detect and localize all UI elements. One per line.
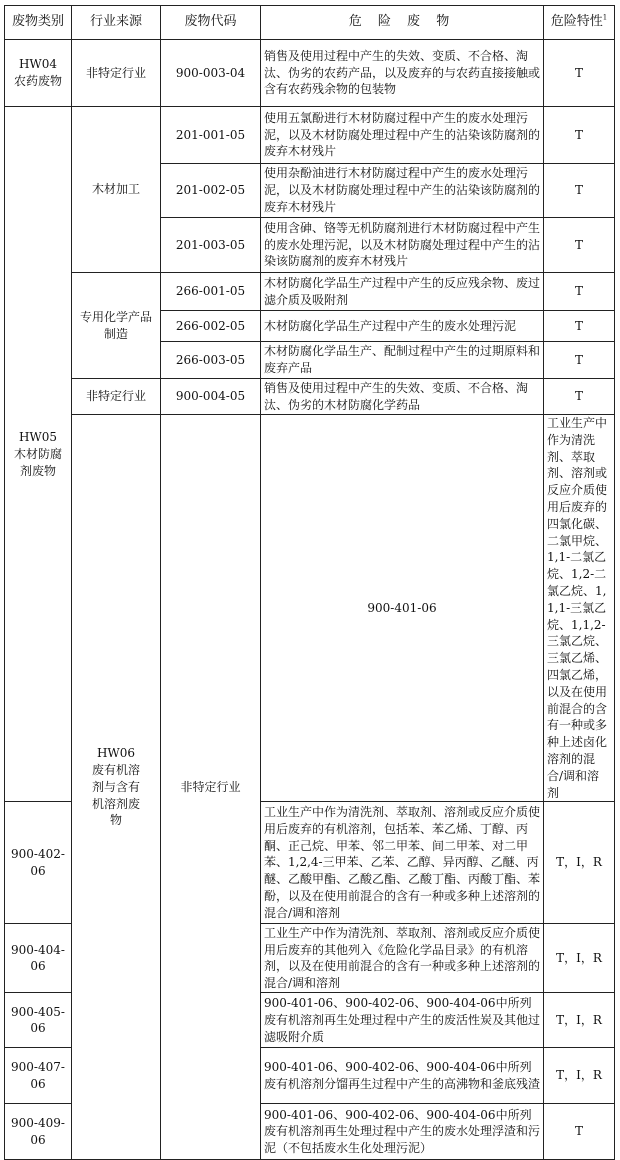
hazard-property: T (544, 218, 615, 273)
waste-description: 900-401-06、900-402-06、900-404-06中所列废有机溶剂再生处理过程中产生的废水处理浮渣和污泥（不包括废水生化处理污泥） (261, 1104, 544, 1160)
waste-code: 900-409-06 (5, 1104, 72, 1160)
source-hw06: 非特定行业 (161, 415, 261, 1160)
table-row (5, 379, 615, 415)
header-source: 行业来源 (72, 6, 161, 40)
category-hw05-label: HW05 木材防腐 剂废物 (13, 429, 62, 478)
waste-description: 木材防腐化学品生产过程中产生的反应残余物、废过滤介质及吸附剂 (261, 273, 544, 311)
source-hw04: 非特定行业 (72, 40, 161, 107)
source-wood-processing: 木材加工 (72, 107, 161, 273)
hazardous-waste-page (4, 5, 614, 1156)
hazard-property: T (544, 107, 615, 164)
header-property (544, 6, 615, 40)
category-hw05 (5, 107, 72, 802)
hazard-property: T (544, 164, 615, 218)
waste-code: 900-004-05 (161, 379, 261, 415)
header-code: 废物代码 (161, 6, 261, 40)
waste-description: 工业生产中作为清洗剂、萃取剂、溶剂或反应介质使用后废弃的四氯化碳、二氯甲烷、1,1-二氯乙烷、1,2-二氯乙烷、1,1,1-三氯乙烷、1,1,2-三氯乙烷、三氯乙烯、四氯乙烯，以及在使用前混合的含有一种或多种上述卤化溶剂的混合/调和溶剂 (544, 415, 615, 802)
hazard-property: T，I，R (544, 924, 615, 993)
waste-description: 900-401-06、900-402-06、900-404-06中所列废有机溶剂再生处理过程中产生的废活性炭及其他过滤吸附介质 (261, 993, 544, 1048)
category-hw06 (72, 415, 161, 1160)
waste-description: 木材防腐化学品生产、配制过程中产生的过期原料和废弃产品 (261, 342, 544, 379)
table-row (5, 415, 615, 802)
waste-code: 266-001-05 (161, 273, 261, 311)
waste-code: 266-002-05 (161, 311, 261, 342)
waste-description: 销售及使用过程中产生的失效、变质、不合格、淘汰、伪劣的农药产品，以及废弃的与农药直接接触或含有农药残余物的包装物 (261, 40, 544, 107)
waste-description: 工业生产中作为清洗剂、萃取剂、溶剂或反应介质使用后废弃的有机溶剂，包括苯、苯乙烯、丁醇、丙酮、正己烷、甲苯、邻二甲苯、间二甲苯、对二甲苯、1,2,4-三甲苯、乙苯、乙醇、异丙醇、乙醚、丙醚、乙酸甲酯、乙酸乙酯、乙酸丁酯、丙酸丁酯、苯酚，以及在使用前混合的含有一种或多种上述溶剂的混合/调和溶剂 (261, 802, 544, 924)
category-hw04-label: HW04 农药废物 (13, 57, 62, 88)
waste-code: 900-402-06 (5, 802, 72, 924)
hazard-property: T，I，R (544, 993, 615, 1048)
hazardous-waste-table (4, 5, 615, 1160)
hazard-property: T (544, 311, 615, 342)
header-property-footnote: 1 (602, 13, 608, 22)
waste-description: 使用五氯酚进行木材防腐过程中产生的废水处理污泥，以及木材防腐处理过程中产生的沾染该防腐剂的废弃木材残片 (261, 107, 544, 164)
hazard-property: T，I，R (544, 1048, 615, 1104)
waste-code: 201-002-05 (161, 164, 261, 218)
header-row (5, 6, 615, 40)
waste-code: 900-003-04 (161, 40, 261, 107)
hazard-property: T (544, 273, 615, 311)
waste-description: 使用杂酚油进行木材防腐过程中产生的废水处理污泥，以及木材防腐处理过程中产生的沾染该防腐剂的废弃木材残片 (261, 164, 544, 218)
table-row (5, 107, 615, 164)
hazard-property: T (544, 379, 615, 415)
waste-code: 900-407-06 (5, 1048, 72, 1104)
waste-description: 工业生产中作为清洗剂、萃取剂、溶剂或反应介质使用后废弃的其他列入《危险化学品目录》的有机溶剂，以及在使用前混合的含有一种或多种上述溶剂的混合/调和溶剂 (261, 924, 544, 993)
waste-code: 266-003-05 (161, 342, 261, 379)
waste-code: 201-003-05 (161, 218, 261, 273)
table-row (5, 273, 615, 311)
hazard-property: T (544, 40, 615, 107)
waste-code: 201-001-05 (161, 107, 261, 164)
waste-description: 使用含砷、铬等无机防腐剂进行木材防腐过程中产生的废水处理污泥，以及木材防腐处理过程中产生的沾染该防腐剂的废弃木材残片 (261, 218, 544, 273)
waste-code: 900-404-06 (5, 924, 72, 993)
category-hw04 (5, 40, 72, 107)
header-waste: 危 险 废 物 (261, 6, 544, 40)
source-special-chemical (72, 273, 161, 379)
hazard-property: T (544, 1104, 615, 1160)
hazard-property: T，I，R (544, 802, 615, 924)
source-hw05-general: 非特定行业 (72, 379, 161, 415)
category-hw06-label: HW06 废有机溶 剂与含有 机溶剂废 物 (91, 746, 140, 828)
waste-code: 900-405-06 (5, 993, 72, 1048)
waste-description: 木材防腐化学品生产过程中产生的废水处理污泥 (261, 311, 544, 342)
source-special-chemical-label: 专用化学产品 制造 (79, 309, 152, 341)
header-property-label: 危险特性 (550, 14, 603, 30)
hazard-property: T (544, 342, 615, 379)
waste-description: 900-401-06、900-402-06、900-404-06中所列废有机溶剂分馏再生过程中产生的高沸物和釜底残渣 (261, 1048, 544, 1104)
header-category: 废物类别 (5, 6, 72, 40)
waste-code: 900-401-06 (261, 415, 544, 802)
waste-description: 销售及使用过程中产生的失效、变质、不合格、淘汰、伪劣的木材防腐化学药品 (261, 379, 544, 415)
table-row (5, 40, 615, 107)
